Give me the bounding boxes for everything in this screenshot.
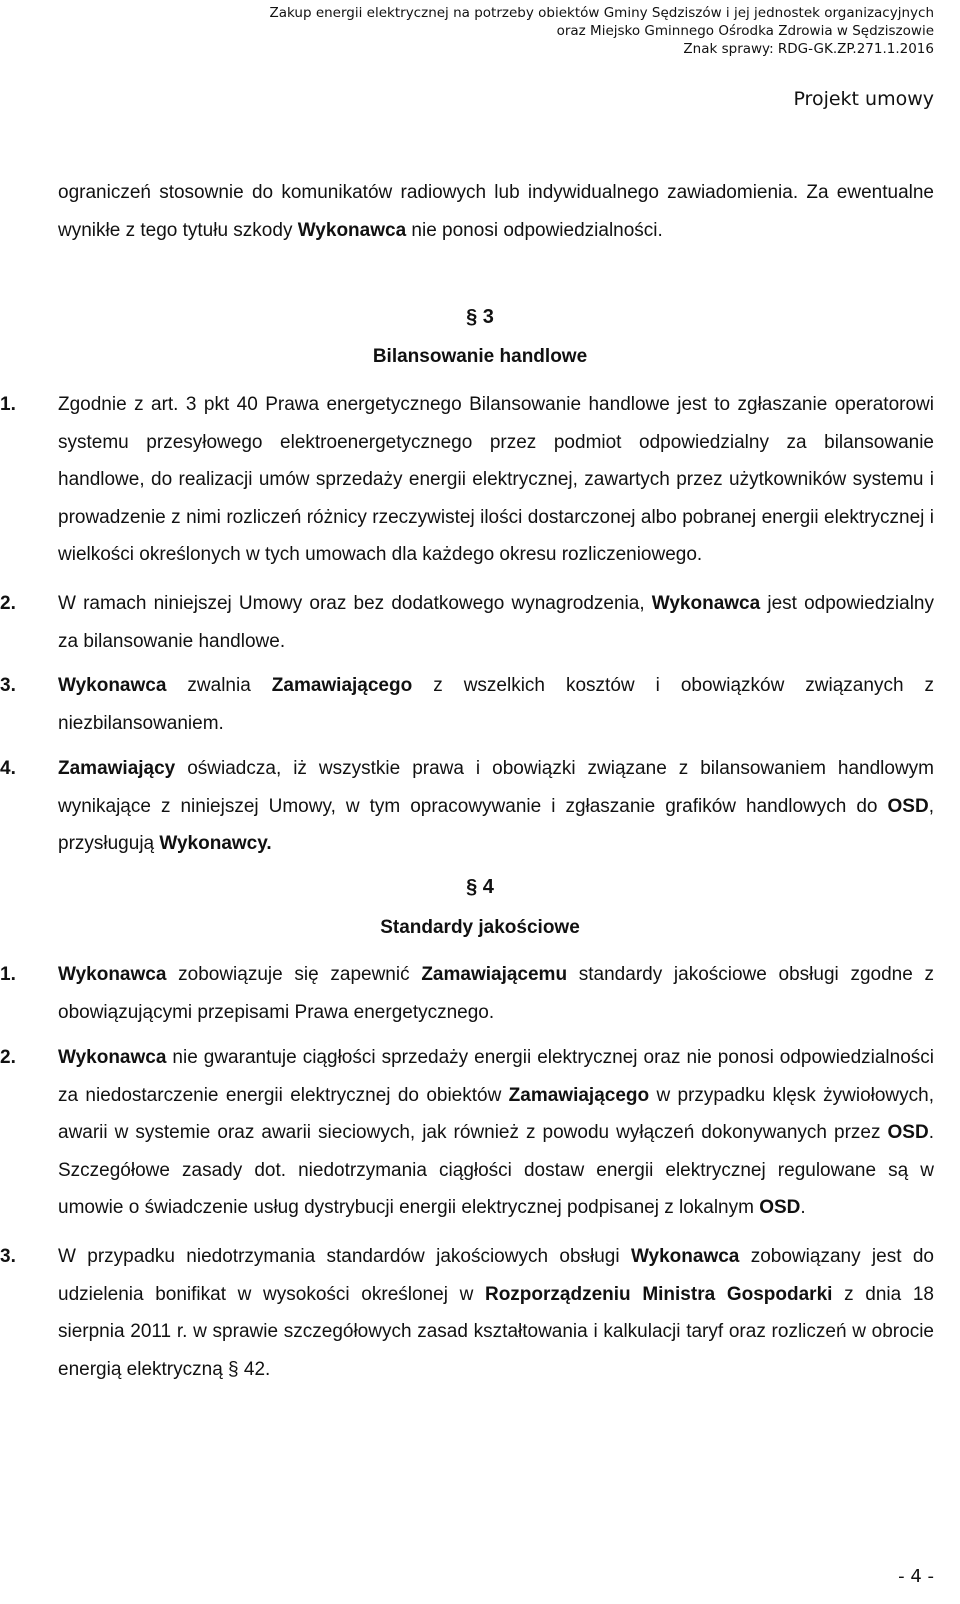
section-4-item-3 <box>0 1238 934 1388</box>
item-text: oświadcza, iż wszystkie prawa i obowiązki związane z bilansowaniem handlowym wynikające z niniejszej Umowy, w tym opracowywanie i zgłaszanie grafików handlowych do <box>58 758 934 817</box>
section-3-item-2 <box>0 585 934 660</box>
item-bold: Zamawiający <box>58 758 176 779</box>
item-bold: Zamawiającego <box>508 1084 650 1106</box>
item-text: jest odpowiedzialny za bilansowanie handlowe. <box>58 593 934 652</box>
header-case-number: Znak sprawy: RDG-GK.ZP.271.1.2016 <box>683 41 934 57</box>
item-bold: Wykonawca <box>630 1246 740 1267</box>
item-bold: Zamawiającego <box>271 675 413 696</box>
item-text: standardy jakościowe obsługi zgodne z obowiązującymi przepisami Prawa energetycznego. <box>58 964 934 1023</box>
item-text: W przypadku niedotrzymania standardów jakościowych obsługi <box>58 1246 631 1267</box>
section-4-item-1 <box>0 956 934 1031</box>
item-bold: Rozporządzeniu Ministra Gospodarki <box>484 1283 833 1305</box>
section-4-item-2 <box>0 1039 934 1227</box>
item-bold: Wykonawca <box>58 675 167 696</box>
item-text: Zgodnie z art. 3 pkt 40 Prawa energetycznego Bilansowanie handlowe jest to zgłaszanie operatorowi systemu przesyłowego elektroenergetycznego przez podmiot odpowiedzialny za bilansowanie handlowe, do realizacji umów sprzedaży energii elektrycznej, zawartych przez użytkowników systemu i prowadzenie z nimi rozliczeń różnicy rzeczywistej ilości dostarczonej albo pobranej energii elektrycznej i wielkości określonych w tych umowach dla każdego okresu rozliczeniowego. <box>58 394 934 565</box>
section-3-title: Bilansowanie handlowe <box>372 346 588 367</box>
item-number: 1. <box>0 394 16 415</box>
header-organization: oraz Miejsko Gminnego Ośrodka Zdrowia w Sędziszowie <box>556 23 934 39</box>
item-bold: Wykonawca <box>651 593 761 614</box>
lead-paragraph <box>58 174 934 249</box>
lead-text-2: nie ponosi odpowiedzialności. <box>406 219 663 241</box>
item-text: . Szczegółowe zasady dot. niedotrzymania ciągłości dostaw energii elektrycznej regulowane są w umowie o świadczenie usług dystrybucji energii elektrycznej podpisanej z lokalnym <box>58 1122 934 1218</box>
page-number: - 4 - <box>898 1566 934 1587</box>
item-number: 3. <box>0 1246 16 1267</box>
section-4-title: Standardy jakościowe <box>380 917 580 938</box>
section-3-sign: § 3 <box>466 306 494 328</box>
item-bold: OSD <box>887 1122 929 1143</box>
lead-text-1: ograniczeń stosownie do komunikatów radiowych lub indywidualnego zawiadomienia. Za ewentualne wynikłe z tego tytułu szkody <box>58 182 934 241</box>
item-number: 1. <box>0 964 16 985</box>
item-number: 2. <box>0 593 16 614</box>
section-4-sign: § 4 <box>466 876 494 898</box>
document-type-label: Projekt umowy <box>793 88 934 110</box>
item-text: w przypadku klęsk żywiołowych, awarii w systemie oraz awarii sieciowych, jak również z powodu wyłączeń dokonywanych przez <box>58 1084 934 1143</box>
item-bold: OSD <box>759 1197 801 1218</box>
item-text: zobowiązuje się zapewnić <box>166 964 422 985</box>
item-bold: Wykonawca <box>58 964 167 985</box>
item-number: 3. <box>0 675 16 696</box>
item-text: zobowiązany jest do udzielenia bonifikat w wysokości określonej w <box>58 1246 934 1305</box>
item-text: , przysługują <box>58 795 934 854</box>
section-3-item-1 <box>0 386 934 574</box>
header-project-title: Zakup energii elektrycznej na potrzeby obiektów Gminy Sędziszów i jej jednostek organizacyjnych <box>269 5 934 21</box>
item-text: zwalnia <box>166 675 272 696</box>
item-text: W ramach niniejszej Umowy oraz bez dodatkowego wynagrodzenia, <box>58 593 652 614</box>
section-3-item-3 <box>0 667 935 742</box>
lead-bold-contractor: Wykonawca <box>297 219 407 241</box>
item-number: 2. <box>0 1047 16 1068</box>
item-text: . <box>800 1197 806 1218</box>
item-text: nie gwarantuje ciągłości sprzedaży energii elektrycznej oraz nie ponosi odpowiedzialności za niedostarczenie energii elektrycznej do obiektów <box>58 1047 934 1106</box>
item-bold: Zamawiającemu <box>421 964 568 985</box>
item-bold: Wykonawcy. <box>159 833 272 854</box>
item-text: z dnia 18 sierpnia 2011 r. w sprawie szczegółowych zasad kształtowania i kalkulacji taryf oraz rozliczeń w obrocie energią elektryczną § 42. <box>58 1283 934 1380</box>
item-bold: OSD <box>887 795 929 817</box>
item-number: 4. <box>0 758 16 779</box>
item-text: z wszelkich kosztów i obowiązków związanych z niezbilansowaniem. <box>58 675 935 734</box>
item-bold: Wykonawca <box>58 1047 167 1068</box>
section-3-item-4 <box>0 750 934 863</box>
